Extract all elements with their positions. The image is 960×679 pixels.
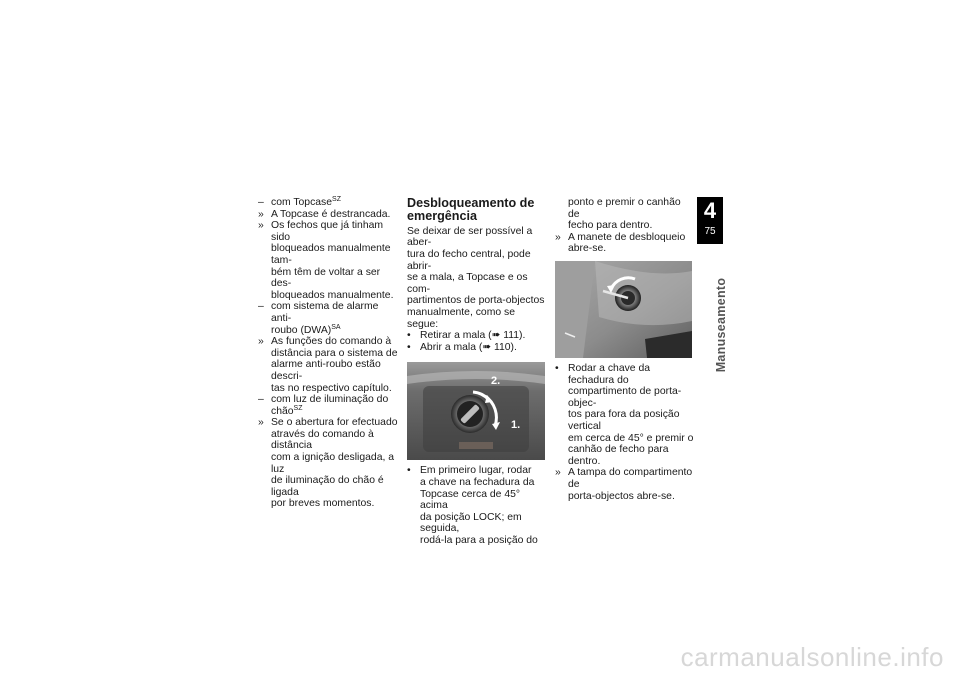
storage-compartment-photo (555, 261, 692, 358)
topcase-lock-illustration (407, 362, 545, 460)
text: distância para o sistema de (271, 347, 398, 359)
superscript-sz: SZ (293, 404, 303, 412)
text: manualmente, como se segue: (407, 306, 516, 330)
topcase-lock-photo (407, 362, 545, 460)
text: em cerca de 45° e premir o (568, 432, 694, 444)
watermark: carmanualsonline.info (680, 642, 944, 672)
section-heading (407, 197, 547, 224)
page-number: 75 (704, 226, 716, 237)
bullet-marker: • (407, 341, 411, 353)
chapter-number: 4 (703, 198, 717, 223)
text: canhão de fecho para dentro. (568, 444, 669, 467)
text: As funções do comando à (271, 336, 392, 348)
text: por breves momentos. (271, 498, 375, 510)
text: Abrir a mala (➠ 110). (420, 341, 517, 353)
result-marker: » (258, 208, 264, 220)
text: bém têm de voltar a ser des- (271, 266, 381, 290)
text: com luz de iluminação do (271, 394, 389, 406)
result-marker: » (555, 467, 561, 479)
text: porta-objectos abre-se. (568, 490, 675, 502)
storage-compartment-lock-illustration (555, 261, 692, 358)
result-lid-opens (555, 467, 695, 502)
text: tura do fecho central, pode abrir- (407, 249, 531, 272)
result-marker: » (258, 336, 264, 348)
text: Retirar a mala (➠ 111). (420, 330, 526, 342)
text: roubo (DWA) (271, 324, 332, 336)
result-marker: » (258, 220, 264, 232)
text: tas no respectivo capítulo. (271, 382, 392, 394)
result-ground-light (258, 417, 398, 510)
figure-label-1: 1. (511, 419, 521, 432)
heading-line: emergência (407, 209, 478, 224)
text: da posição LOCK; em seguida, (420, 511, 522, 535)
condition-alarm (258, 301, 398, 336)
step-remove-case (407, 330, 547, 342)
bullet-marker: • (555, 362, 559, 374)
result-marker: » (555, 231, 561, 243)
step-turn-key (407, 465, 547, 546)
step-open-case (407, 342, 547, 354)
text: compartimento de porta-objec- (568, 386, 682, 409)
column-1 (258, 197, 398, 510)
step-continuation (555, 197, 695, 232)
bullet-marker: • (407, 330, 411, 342)
text: ponto e premir o canhão de (568, 197, 681, 220)
superscript-sz: SZ (332, 196, 341, 203)
text: com sistema de alarme anti- (271, 301, 379, 324)
text: chão (271, 405, 294, 417)
text: A Topcase é destrancada. (271, 208, 391, 220)
text: Rodar a chave da fechadura do (568, 362, 651, 386)
condition-topcase (258, 197, 398, 209)
text: se a mala, a Topcase e os com- (407, 272, 528, 295)
result-topcase-unlocked (258, 209, 398, 221)
text: A tampa do compartimento de (568, 467, 693, 490)
column-2 (407, 197, 547, 547)
intro-paragraph (407, 226, 547, 330)
result-alarm-functions (258, 336, 398, 394)
text: através do comando à distância (271, 428, 374, 452)
result-marker: » (258, 417, 264, 429)
dash-marker: – (258, 301, 264, 313)
text: fecho para dentro. (568, 220, 653, 232)
text: bloqueados manualmente. (271, 289, 394, 301)
text: Em primeiro lugar, rodar (420, 465, 532, 477)
text: tos para fora da posição vertical (568, 409, 680, 432)
text: com Topcase (271, 197, 333, 208)
text: de iluminação do chão é ligada (271, 475, 384, 498)
condition-ground-light (258, 394, 398, 417)
text: rodá-la para a posição do (420, 534, 538, 546)
chapter-tab (697, 197, 723, 244)
heading-line: Desbloqueamento de (407, 196, 535, 210)
result-locks-manual (258, 220, 398, 301)
chapter-title: Manuseamento (714, 277, 728, 373)
text: partimentos de porta-objectos (407, 295, 545, 307)
text: com a ignição desligada, a luz (271, 452, 395, 475)
text: abre-se. (568, 243, 607, 255)
text: Os fechos que já tinham sido (271, 220, 384, 243)
figure-label-2: 2. (491, 375, 501, 388)
dash-marker: – (258, 394, 264, 406)
text: alarme anti-roubo estão descri- (271, 359, 381, 382)
column-3 (555, 197, 695, 502)
dash-marker: – (258, 197, 264, 208)
text: bloqueados manualmente tam- (271, 243, 391, 266)
text: a chave na fechadura da (420, 476, 535, 488)
superscript-sa: SA (331, 323, 341, 331)
result-release-lever (555, 232, 695, 255)
step-turn-compartment-key (555, 363, 695, 467)
text: Topcase cerca de 45° acima (420, 488, 521, 512)
bullet-marker: • (407, 465, 411, 477)
text: Se o abertura for efectuado (271, 417, 398, 429)
text: Se deixar de ser possível a aber- (407, 225, 533, 249)
text: A manete de desbloqueio (568, 231, 686, 243)
